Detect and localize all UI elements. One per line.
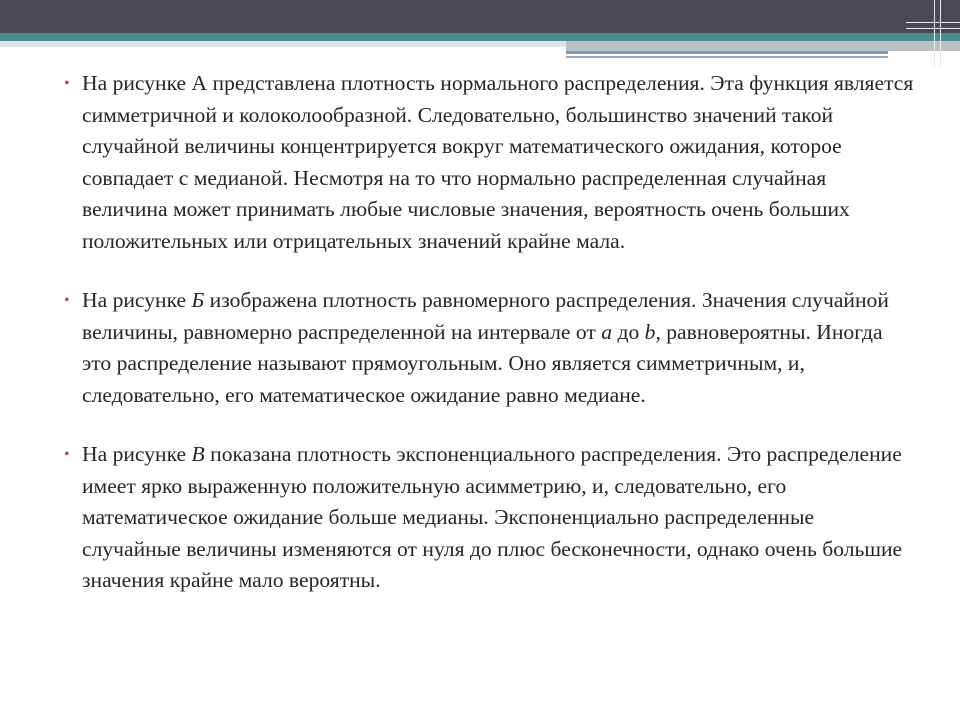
header-step-line — [566, 51, 888, 54]
header-step-strip — [566, 41, 960, 51]
bullet-paragraph-normal — [64, 68, 914, 257]
bullet-text-part: равновероятны. Иногда это распределение называют прямоугольным. Оно является симметричным, и, следовательно, его математическое ожидание равно медиане. — [82, 319, 883, 407]
bullet-text-part: до — [612, 319, 645, 344]
bullet-icon: • — [64, 446, 70, 463]
header-stripe — [0, 33, 960, 41]
header-light-strip — [0, 41, 566, 47]
bullet-icon: • — [64, 75, 70, 92]
variable-a: a — [601, 319, 613, 344]
figure-label-v: В — [191, 442, 205, 466]
bullet-text-part: изображена плотность равномерного распределения. Значения случайной величины, равномерно распределенной на интервале от — [82, 288, 889, 344]
bullet-paragraph-uniform — [64, 285, 914, 411]
bullet-text-part: На рисунке — [82, 288, 192, 312]
bullet-text: На рисунке А представлена плотность нормального распределения. Эта функция является симметричной и колоколообразной. Следовательно, большинство значений такой случайной величины концентрируется вокруг математического ожидания, которое совпадает с медианой. Несмотря на то что нормально распределенная случайная величина может принимать любые числовые значения, вероятность очень больших положительных или отрицательных значений крайне мала. — [82, 71, 914, 253]
bullet-paragraph-exponential — [64, 439, 914, 597]
variable-b: b, — [644, 319, 661, 344]
corner-decoration — [906, 0, 960, 66]
bullet-text-part: На рисунке — [82, 442, 192, 466]
header-step-line-secondary — [566, 56, 888, 58]
bullet-text-part: показана плотность экспоненциального распределения. Это распределение имеет ярко выраженную положительную асимметрию, и, следовательно, его математическое ожидание больше медианы. Экспоненциально распределенные случайные величины изменяются от нуля до плюс бесконечности, однако очень большие значения крайне мало вероятны. — [82, 442, 903, 592]
bullet-icon: • — [64, 292, 70, 309]
figure-label-b: Б — [191, 288, 205, 312]
header-band — [0, 0, 960, 33]
slide-body — [64, 68, 914, 597]
